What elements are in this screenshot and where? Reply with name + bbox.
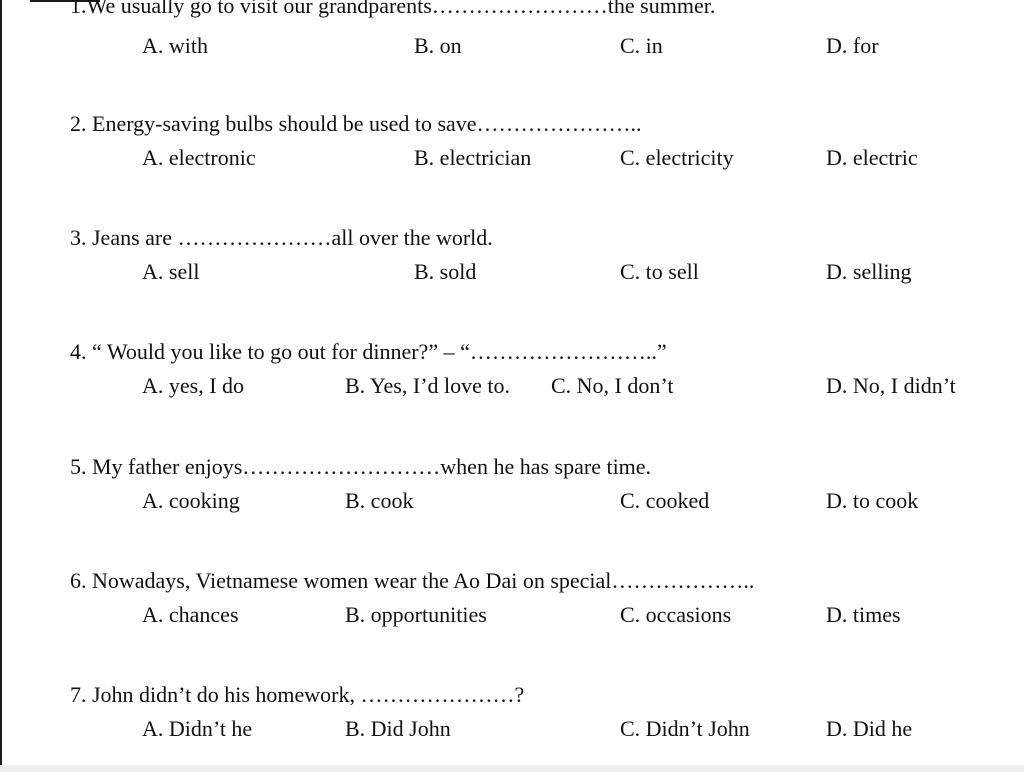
question-5-option-d: D. to cook [826, 488, 919, 513]
question-3 [70, 226, 1000, 296]
question-4-stem: 4. “ Would you like to go out for dinner?” – “……………………..” [70, 339, 667, 364]
question-6-option-d: D. times [826, 602, 901, 627]
question-1-option-b: B. on [414, 33, 462, 58]
question-6-option-c: C. occasions [620, 602, 732, 627]
question-4-option-b: B. Yes, I’d love to. [345, 373, 511, 398]
question-6-stem: 6. Nowadays, Vietnamese women wear the Ao Dai on special……………….. [70, 568, 755, 593]
question-3-option-a: A. sell [142, 259, 200, 284]
question-5-option-a: A. cooking [142, 488, 240, 513]
question-6-option-a: A. chances [142, 602, 239, 627]
question-3-option-c: C. to sell [620, 259, 699, 284]
question-1-option-d: D. for [826, 33, 879, 58]
question-2-option-a: A. electronic [142, 145, 256, 170]
question-7 [70, 683, 1000, 753]
page-bottom-strip [0, 765, 1024, 772]
question-6-option-b: B. opportunities [345, 602, 487, 627]
question-2-option-c: C. electricity [620, 145, 734, 170]
question-7-option-c: C. Didn’t John [620, 716, 750, 741]
question-7-stem: 7. John didn’t do his homework, …………………? [70, 682, 525, 707]
question-4-option-a: A. yes, I do [142, 373, 245, 398]
question-1-option-c: C. in [620, 33, 663, 58]
question-3-stem: 3. Jeans are …………………all over the world. [70, 225, 493, 250]
question-4-option-c: C. No, I don’t [551, 373, 674, 398]
question-5 [70, 455, 1000, 525]
question-1 [70, 0, 1000, 64]
question-4 [70, 340, 1000, 410]
question-1-option-a: A. with [142, 33, 208, 58]
question-7-option-b: B. Did John [345, 716, 451, 741]
question-7-option-a: A. Didn’t he [142, 716, 253, 741]
question-3-option-d: D. selling [826, 259, 912, 284]
question-3-option-b: B. sold [414, 259, 477, 284]
question-4-option-d: D. No, I didn’t [826, 373, 956, 398]
question-7-option-d: D. Did he [826, 716, 913, 741]
question-5-option-b: B. cook [345, 488, 414, 513]
question-2 [70, 112, 1000, 182]
page-left-border [0, 0, 2, 765]
question-2-option-b: B. electrician [414, 145, 532, 170]
question-2-stem: 2. Energy-saving bulbs should be used to save………………….. [70, 111, 642, 136]
question-5-option-c: C. cooked [620, 488, 710, 513]
question-2-option-d: D. electric [826, 145, 918, 170]
question-1-stem: 1.We usually go to visit our grandparents……………………the summer. [70, 0, 716, 18]
question-6 [70, 569, 1000, 639]
question-5-stem: 5. My father enjoys………………………when he has spare time. [70, 454, 652, 479]
